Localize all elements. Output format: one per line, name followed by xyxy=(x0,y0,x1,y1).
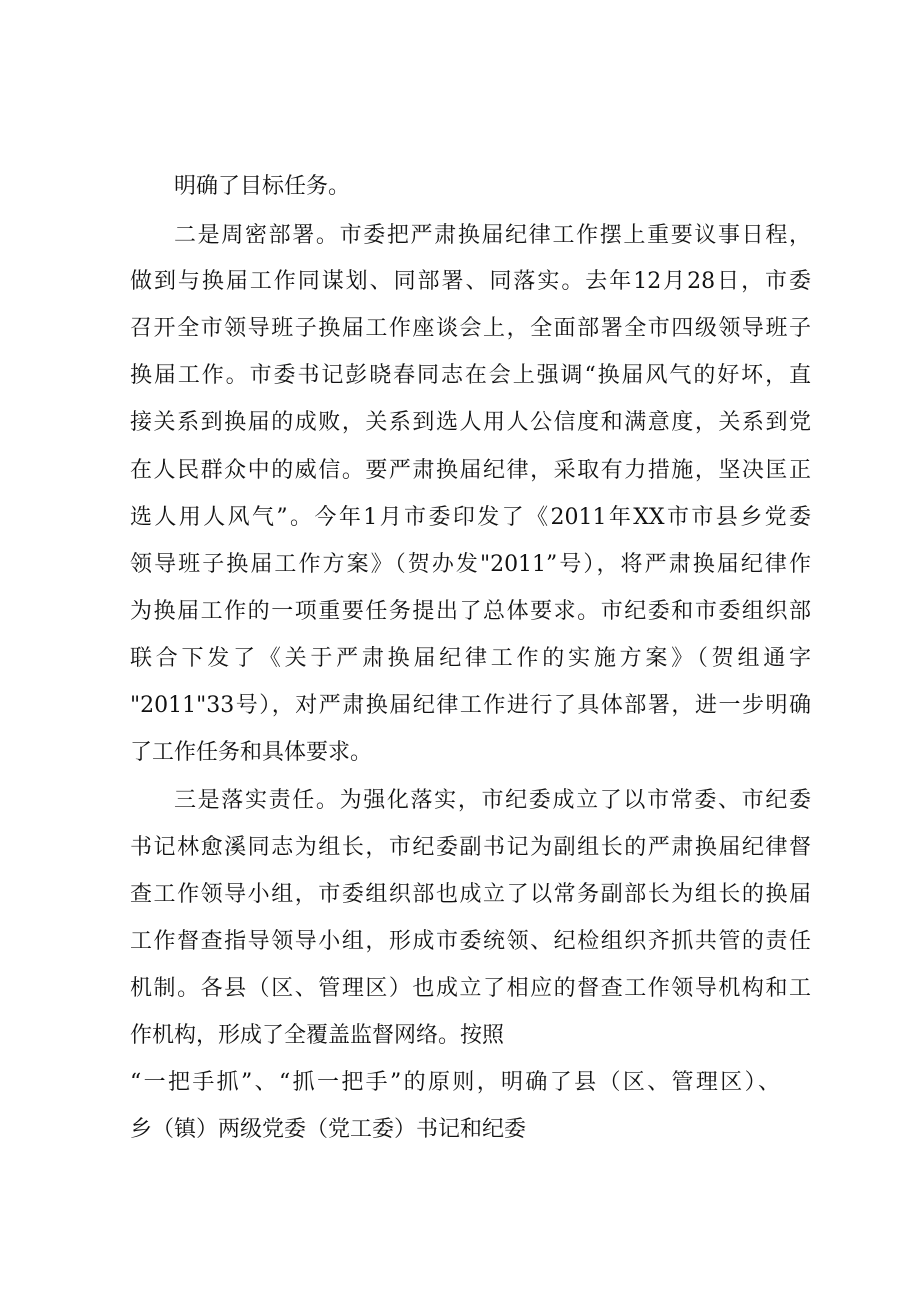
text-line: 乡（镇）两级党委（党工委）书记和纪委 xyxy=(130,1117,527,1142)
text-line: 在人民群众中的威信。要严肃换届纪律，采取有力措施，坚决匡正 xyxy=(130,458,811,483)
text-line: "2011"33号），对严肃换届纪律工作进行了具体部署，进一步明确 xyxy=(130,693,811,718)
text-line: 查工作领导小组，市委组织部也成立了以常务副部长为组长的换届 xyxy=(130,882,811,907)
paragraph-first-line: 三是落实责任。为强化落实，市纪委成立了以市常委、市纪委 xyxy=(174,788,811,813)
text-line: 换届工作。市委书记彭晓春同志在会上强调“换届风气的好坏，直 xyxy=(130,363,811,388)
text-line: 了工作任务和具体要求。 xyxy=(130,740,373,765)
text-line: 作机构，形成了全覆盖监督网络。按照 xyxy=(130,1023,505,1048)
text-line: 书记林愈溪同志为组长，市纪委副书记为副组长的严肃换届纪律督 xyxy=(130,835,811,860)
text-line: 为换届工作的一项重要任务提出了总体要求。市纪委和市委组织部 xyxy=(130,599,811,624)
text-line: 召开全市领导班子换届工作座谈会上，全面部署全市四级领导班子 xyxy=(130,316,811,341)
text-line: 联合下发了《关于严肃换届纪律工作的实施方案》（贺组通字 xyxy=(130,646,811,671)
text-line: 明确了目标任务。 xyxy=(174,174,351,199)
text-line: 领导班子换届工作方案》（贺办发"2011”号），将严肃换届纪律作 xyxy=(130,552,811,577)
text-line: 做到与换届工作同谋划、同部署、同落实。去年12月28日，市委 xyxy=(130,269,811,294)
text-line: 选人用人风气”。今年1月市委印发了《2011年XX市市县乡党委 xyxy=(130,505,811,530)
text-line: 机制。各县（区、管理区）也成立了相应的督查工作领导机构和工 xyxy=(130,976,811,1001)
paragraph-first-line: 二是周密部署。市委把严肃换届纪律工作摆上重要议事日程， xyxy=(174,223,811,248)
text-line: 接关系到换届的成败，关系到选人用人公信度和满意度，关系到党 xyxy=(130,410,811,435)
text-line: “一把手抓”、“抓一把手”的原则，明确了县（区、管理区）、 xyxy=(130,1070,780,1095)
text-line: 工作督查指导领导小组，形成市委统领、纪检组织齐抓共管的责任 xyxy=(130,929,811,954)
